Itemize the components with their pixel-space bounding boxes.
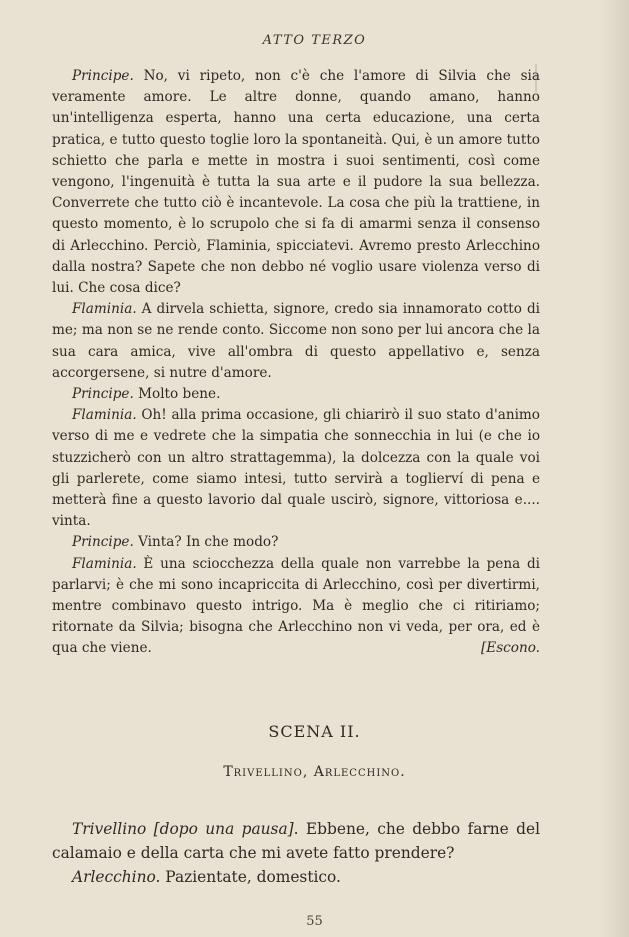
speech-text: Vinta? In che modo? (133, 534, 279, 551)
dialogue-line (52, 532, 540, 553)
exit-stage-direction (461, 638, 540, 659)
dialogue-line (52, 817, 540, 865)
speaker-name: Principe. (72, 534, 134, 551)
speech-text: . Ebbene, che debbo farne del calamaio e della carta che mi avete fatto prendere? (52, 820, 540, 862)
scene-cast: Trivellino, Arlecchino. (223, 764, 406, 780)
speaker-name: Trivellino (72, 820, 147, 838)
stage-direction: [dopo una pausa] (146, 820, 294, 838)
dialogue-line (52, 384, 540, 405)
dialogue-line (52, 66, 540, 299)
page-edge-shadow (599, 0, 629, 937)
speaker-name: Principe. (72, 386, 134, 403)
speech-text: Molto bene. (133, 386, 221, 403)
dialogue-line (52, 299, 540, 384)
speech-text: Pazientate, domestico. (160, 868, 341, 886)
dialogue-block-scene-2 (52, 817, 540, 889)
running-head: ATTO TERZO (262, 33, 367, 48)
speaker-name: Flaminia. (72, 407, 137, 424)
speech-text: È una sciocchezza della quale non varrebbe la pena di parlarvi; è che mi sono incapriccita di Arlecchino, così per divertirmi, mentre combinavo questo intrigo. Ma è meglio che ci ritiriamo; ritornate da Silvia; bisogna che Arlecchino non vi veda, per ora, ed è qua che viene. (52, 555, 540, 657)
dialogue-block (52, 66, 540, 660)
exit-text: [Escono. (480, 640, 540, 657)
scene-title: SCENA II. (268, 722, 361, 741)
speech-text: A dirvela schietta, signore, credo sia innamorato cotto di me; ma non se ne rende conto. Siccome non sono per lui ancora che la sua cara amica, vive all'ombra di questo appellativo e, senza accorgersene, si nutre d'amore. (52, 301, 540, 381)
page-number: 55 (306, 914, 323, 929)
dialogue-line (52, 405, 540, 532)
speaker-name: Flaminia. (72, 555, 137, 572)
speech-text: No, vi ripeto, non c'è che l'amore di Silvia che sia veramente amore. Le altre donne, quando amano, hanno un'intelligenza esperta, hanno una certa educazione, una certa pratica, e tutto questo toglie loro la spontaneità. Qui, è un amore tutto schietto che parla e mette in mostra i suoi sentimenti, così come vengono, l'ingenuità è tutta la sua arte e il pudore la sua bellezza. Converrete che tutto ciò è incantevole. La cosa che più la trattiene, in questo momento, è lo scrupolo che si fa di amarmi senza il consenso di Arlecchino. Perciò, Flaminia, spicciatevi. Avremo presto Arlecchino dalla nostra? Sapete che non debbo né voglio usare violenza verso di lui. Che cosa dice? (52, 68, 540, 297)
dialogue-line (52, 865, 540, 889)
speech-text: Oh! alla prima occasione, gli chiarirò il suo stato d'animo verso di me e vedrete che la simpatia che sonnecchia in lui (e che io stuzzicherò con un altro strattagemma), la dolcezza con la quale voi gli parlerete, come siamo intesi, tutto servirà a toglierví di pena e metterà fine a questo lavorio dal quale uscirò, signore, vittoriosa e.... vinta. (52, 407, 540, 530)
speaker-name: Principe. (72, 68, 134, 84)
speaker-name: Arlecchino. (72, 868, 161, 886)
dialogue-line (52, 554, 540, 660)
speaker-name: Flaminia. (72, 301, 137, 318)
